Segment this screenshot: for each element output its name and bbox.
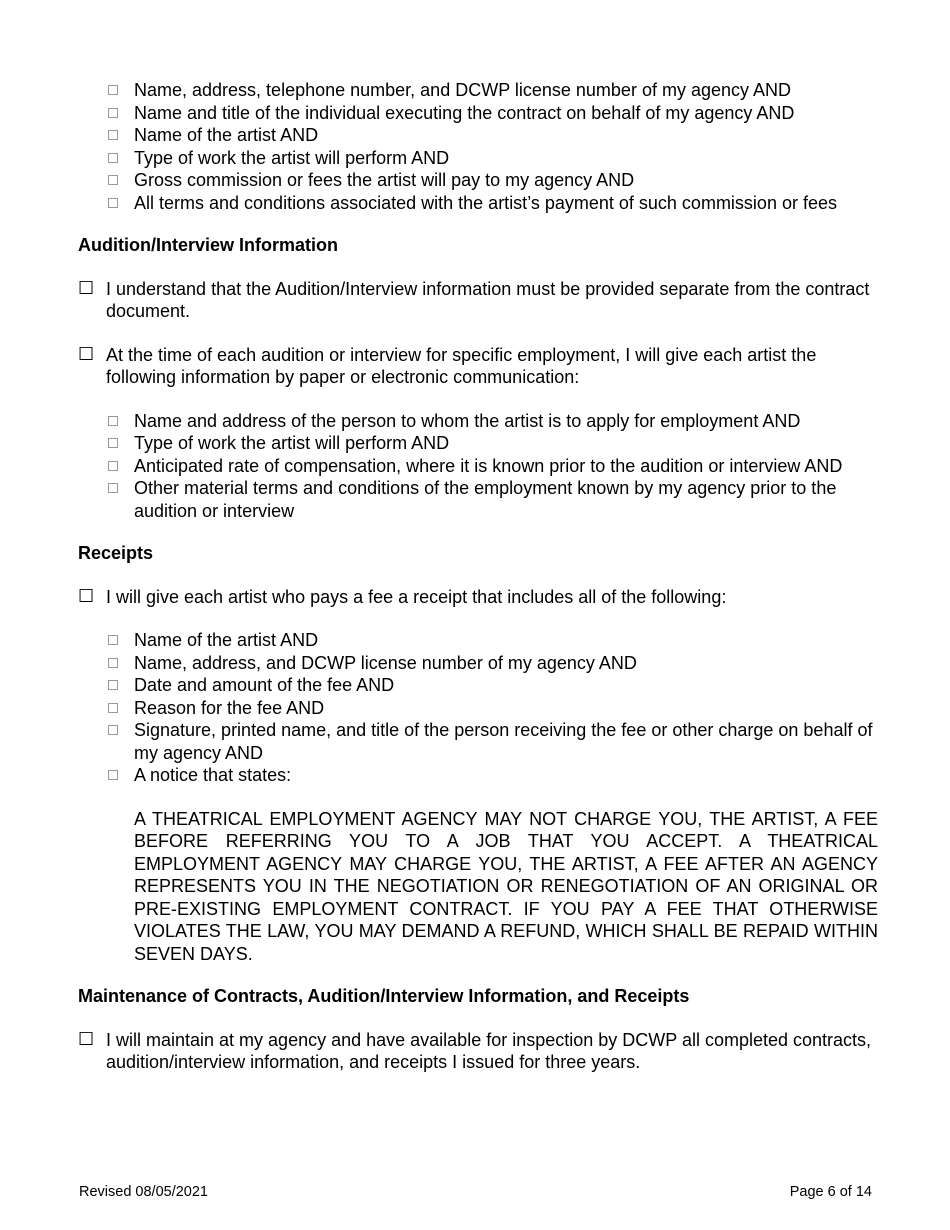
checkbox-icon[interactable] xyxy=(108,770,118,780)
list-item[interactable]: Reason for the fee AND xyxy=(106,697,878,720)
checkbox-icon[interactable] xyxy=(108,658,118,668)
audition-checklist xyxy=(78,410,878,523)
section-heading-receipts: Receipts xyxy=(78,543,154,563)
list-item[interactable]: Name of the artist AND xyxy=(106,629,878,652)
list-item[interactable]: Name and address of the person to whom the artist is to apply for employment AND xyxy=(106,410,878,433)
checkbox-icon[interactable]: ☐ xyxy=(78,277,95,299)
checkbox-icon[interactable]: ☐ xyxy=(78,343,95,365)
checkbox-icon[interactable] xyxy=(108,198,118,208)
revision-date: Revised 08/05/2021 xyxy=(79,1184,208,1200)
page-number: Page 6 of 14 xyxy=(789,1184,872,1200)
checkbox-icon[interactable] xyxy=(108,175,118,185)
checkbox-icon[interactable]: ☐ xyxy=(78,585,95,607)
fee-notice-text: A THEATRICAL EMPLOYMENT AGENCY MAY NOT CHARGE YOU, THE ARTIST, A FEE BEFORE REFERRING YOU TO A JOB THAT YOU ACCEPT. A THEATRICAL EMPLOYMENT AGENCY MAY CHARGE YOU, THE ARTIST, A FEE AFTER AN AGENCY REPRESENTS YOU IN THE NEGOTIATION OR RENEGOTIATION OF AN ORIGINAL OR PRE-EXISTING EMPLOYMENT CONTRACT. IF YOU PAY A FEE THAT OTHERWISE VIOLATES THE LAW, YOU MAY DEMAND A REFUND, WHICH SHALL BE REPAID WITHIN SEVEN DAYS. xyxy=(134,808,878,964)
section-heading-audition: Audition/Interview Information xyxy=(78,235,338,255)
list-item[interactable]: Name and title of the individual executing the contract on behalf of my agency AND xyxy=(106,102,878,125)
contract-checklist xyxy=(78,79,878,214)
checkbox-icon[interactable] xyxy=(108,680,118,690)
list-item[interactable]: Name, address, and DCWP license number of my agency AND xyxy=(106,652,878,675)
list-item[interactable]: Anticipated rate of compensation, where it is known prior to the audition or interview AND xyxy=(106,455,878,478)
checkbox-icon[interactable]: ☐ xyxy=(78,1028,95,1050)
checkbox-icon[interactable] xyxy=(108,416,118,426)
list-item[interactable]: Name, address, telephone number, and DCWP license number of my agency AND xyxy=(106,79,878,102)
audition-statement-1[interactable]: ☐ I understand that the Audition/Interview information must be provided separate from the contract document. xyxy=(78,277,870,321)
list-item[interactable]: Type of work the artist will perform AND xyxy=(106,432,878,455)
list-item[interactable]: Type of work the artist will perform AND xyxy=(106,147,878,170)
checkbox-icon[interactable] xyxy=(108,85,118,95)
section-heading-maintenance: Maintenance of Contracts, Audition/Interview Information, and Receipts xyxy=(78,986,690,1006)
list-item[interactable]: Signature, printed name, and title of the person receiving the fee or other charge on behalf of my agency AND xyxy=(106,719,878,764)
list-item[interactable]: Date and amount of the fee AND xyxy=(106,674,878,697)
list-item[interactable]: A notice that states: xyxy=(106,764,878,787)
maintenance-statement[interactable]: ☐ I will maintain at my agency and have available for inspection by DCWP all completed contracts, audition/interview information, and receipts I issued for three years. xyxy=(78,1028,872,1072)
checkbox-icon[interactable] xyxy=(108,461,118,471)
checkbox-icon[interactable] xyxy=(108,703,118,713)
checkbox-icon[interactable] xyxy=(108,438,118,448)
list-item[interactable]: Name of the artist AND xyxy=(106,124,878,147)
checkbox-icon[interactable] xyxy=(108,483,118,493)
document-body xyxy=(78,79,878,1074)
checkbox-icon[interactable] xyxy=(108,153,118,163)
list-item[interactable]: Other material terms and conditions of the employment known by my agency prior to the audition or interview xyxy=(106,477,878,522)
list-item[interactable]: Gross commission or fees the artist will pay to my agency AND xyxy=(106,169,878,192)
audition-statement-2[interactable]: ☐ At the time of each audition or interview for specific employment, I will give each artist the following information by paper or electronic communication: xyxy=(78,343,817,387)
checkbox-icon[interactable] xyxy=(108,108,118,118)
checkbox-icon[interactable] xyxy=(108,725,118,735)
receipts-statement[interactable]: ☐ I will give each artist who pays a fee a receipt that includes all of the following: xyxy=(78,585,727,607)
checkbox-icon[interactable] xyxy=(108,635,118,645)
list-item[interactable]: All terms and conditions associated with the artist’s payment of such commission or fees xyxy=(106,192,878,215)
checkbox-icon[interactable] xyxy=(108,130,118,140)
receipts-checklist xyxy=(78,629,878,787)
